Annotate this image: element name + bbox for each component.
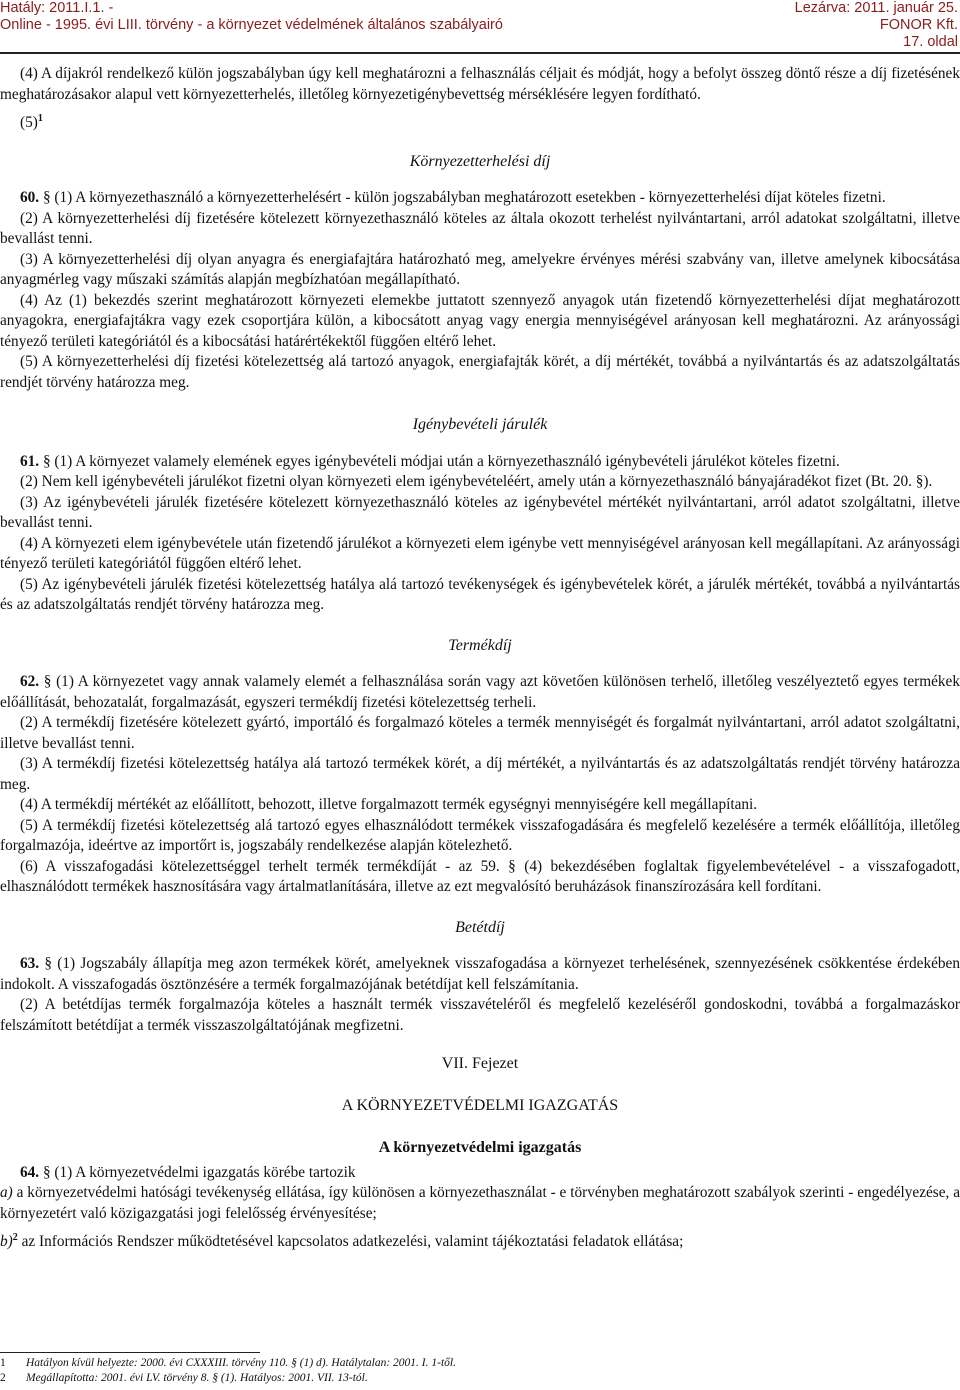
page-header-left xyxy=(0,0,503,34)
paragraph-text: § (1) A környezethasználó a környezetterhelésért - külön jogszabályban meghatározott esetekben - környezetterhelési díjat köteles fizetni. xyxy=(42,189,886,207)
footnote-number: 2 xyxy=(0,1372,6,1384)
paragraph: (3) A termékdíj fizetési kötelezettség hatálya alá tartozó termékek körét, a díj mértékét, a nyilvántartás és az adatszolgáltatás rendjét törvény határozza meg. xyxy=(0,755,960,793)
chapter-title: A KÖRNYEZETVÉDELMI IGAZGATÁS xyxy=(341,1096,619,1114)
closed-date: Lezárva: 2011. január 25. xyxy=(794,0,958,16)
paragraph: (5) Az igénybevételi járulék fizetési kötelezettség hatálya alá tartozó tevékenységek és igénybevételek körét, a járulék mértékét, továbbá a nyilvántartás és az adatszolgáltatás rendjét törvény határozza meg. xyxy=(0,575,960,614)
paragraph: (3) A környezetterhelési díj olyan anyagra és energiafajtára határozható meg, amelyekre érvényes mérési szabvány van, illetve amelynek kibocsátása anyagmérleg vagy műszaki számítás alapján megbízhatóan megállapítható. xyxy=(0,250,960,289)
document-body xyxy=(0,62,960,1253)
section-heading: Környezetterhelési díj xyxy=(409,152,551,170)
section-number: 61. xyxy=(20,452,40,470)
footnote-text: Megállapította: 2001. évi LV. törvény 8. § (1). Hatályos: 2001. VII. 13-tól. xyxy=(26,1372,368,1384)
section-60-paragraph-1 xyxy=(0,188,960,209)
page-header-right xyxy=(795,0,958,51)
page-number: 17. oldal xyxy=(903,34,958,50)
footnote-text: Hatályon kívül helyezte: 2000. évi CXXXIII. törvény 110. § (1) d). Hatálytalan: 2001. I. 1-től. xyxy=(26,1357,456,1369)
footnote xyxy=(0,1356,456,1370)
paragraph-repealed xyxy=(0,109,960,134)
paragraph-text: § (1) A környezetvédelmi igazgatás körébe tartozik xyxy=(42,1163,356,1181)
paragraph: (2) A termékdíj fizetésére kötelezett gyártó, importáló és forgalmazó köteles a termék mennyiségét és forgalmát nyilvántartani, arról adatot szolgáltatni, illetve bevallást tenni. xyxy=(0,714,960,752)
paragraph: (5) A környezetterhelési díj fizetési kötelezettség alá tartozó anyagok, energiafajták körét, a díj mértékét, továbbá a nyilvántartás és az adatszolgáltatás rendjét törvény határozza meg. xyxy=(0,353,960,391)
paragraph: (3) Az igénybevételi járulék fizetésére kötelezett környezethasználó köteles az igénybevétel mértékét nyilvántartani, arról adatot szolgáltatni, illetve bevallást tenni. xyxy=(0,493,960,532)
section-number: 60. xyxy=(20,189,40,207)
section-62-paragraph-1 xyxy=(0,672,960,713)
footnote-number: 1 xyxy=(0,1357,6,1369)
section-number: 62. xyxy=(20,673,40,691)
paragraph-text: § (1) A környezetet vagy annak valamely elemét a felhasználása során vagy azt követően különösen terhelő, illetőleg veszélyeztető egyes termékek előállítását, behozatalát, forgalmazását, egyszeri termékdíj fizetési kötelezettség terheli. xyxy=(0,673,960,711)
paragraph: (2) A betétdíjas termék forgalmazója köteles a használt termék visszavételéről és megfelelő kezeléséről gondoskodni, továbbá a forgalmazáskor felszámított betétdíjat a termék visszaszolgáltatójának megfizetni. xyxy=(0,996,960,1034)
list-item-label: b) xyxy=(0,1233,13,1251)
paragraph-label: (5) xyxy=(20,114,38,132)
list-item-label: a) xyxy=(0,1184,13,1202)
paragraph: (6) A visszafogadási kötelezettséggel terhelt termék termékdíját - az 59. § (4) bekezdésében foglaltak figyelembevételével - a visszafogadott, elhasználódott termékek hasznosítására vagy ártalmatlanítására, illetve az ezt megvalósító beruházások finanszírozására kell fordítani. xyxy=(0,857,960,896)
paragraph-text: § (1) A környezet valamely elemének egyes igénybevételi módjai után a környezethasználó igénybevételi járulékot köteles fizetni. xyxy=(42,452,840,470)
footnote-ref[interactable]: 1 xyxy=(37,113,43,124)
law-title: Online - 1995. évi LIII. törvény - a környezet védelmének általános szabályairó xyxy=(0,17,503,33)
header-divider xyxy=(0,52,960,54)
list-item-b xyxy=(0,1228,960,1253)
list-item-text: a környezetvédelmi hatósági tevékenység ellátása, így különösen a környezethasználat - e törvényben meghatározott szabályok szerinti - engedélyezése, a környezetért való közigazgatási jogi felelősség érvényesítése; xyxy=(0,1184,960,1222)
footnote-divider xyxy=(0,1352,260,1353)
effective-date: Hatály: 2011.I.1. - xyxy=(0,0,114,16)
paragraph: (4) Az (1) bekezdés szerint meghatározott környezeti elemekbe juttatott szennyező anyagok után fizetendő környezetterhelési díjat meghatározott anyagokra, energiafajtákra vagy ezek csoportjára külön, a kibocsátott anyag vagy energia mennyiségével arányosan kell meghatározni. Az arányossági tényező területi kategóriától és a kibocsátási határértékektől függően eltérő lehet. xyxy=(0,291,960,350)
paragraph-text: § (1) Jogszabály állapítja meg azon termékek körét, amelyeknek visszafogadása a környezet terhelésének, szennyezésének csökkentése érdekében indokolt. A visszafogadás ösztönzésére a termék forgalmazójának betétdíjat kell felszámítania. xyxy=(0,955,960,993)
paragraph: (5) A termékdíj fizetési kötelezettség alá tartozó egyes elhasználódott termékek visszafogadására és megfelelő kezelésére a termék előállítója, illetőleg forgalmazója, ideértve az importőrt is, jogszabály rendelkezése alapján kötelezhető. xyxy=(0,816,960,855)
section-heading: Igénybevételi járulék xyxy=(412,416,548,434)
paragraph: (4) A környezeti elem igénybevétele után fizetendő járulékot a környezeti elem igénybe vett mennyiségével arányosan kell megállapítani. Az arányossági tényező területi kategóriától függően eltérő lehet. xyxy=(0,534,960,573)
paragraph: (2) A környezetterhelési díj fizetésére kötelezett környezethasználó köteles az általa okozott terhelést nyilvántartani, arról adatokat szolgáltatni, illetve bevallást tenni. xyxy=(0,209,960,248)
section-heading: Termékdíj xyxy=(448,636,512,654)
section-number: 63. xyxy=(20,955,40,973)
paragraph: (4) A termékdíj mértékét az előállított, behozott, illetve forgalmazott termék egységnyi mennyiségére kell megállapítani. xyxy=(20,796,758,814)
list-item-a xyxy=(0,1183,960,1224)
section-61-paragraph-1 xyxy=(0,452,960,473)
section-number: 64. xyxy=(20,1163,40,1181)
footnote xyxy=(0,1371,368,1385)
section-63-paragraph-1 xyxy=(0,954,960,995)
paragraph: (2) Nem kell igénybevételi járulékot fizetni olyan környezeti elem igénybevételéért, amely után a környezethasználó bányajáradékot fizet (Bt. 20. §). xyxy=(20,473,933,491)
section-heading: Betétdíj xyxy=(455,918,505,936)
publisher: FONOR Kft. xyxy=(879,17,958,33)
chapter-number: VII. Fejezet xyxy=(441,1055,519,1073)
section-64-paragraph-1 xyxy=(0,1163,960,1184)
subchapter-title: A környezetvédelmi igazgatás xyxy=(378,1139,582,1157)
paragraph: (4) A díjakról rendelkező külön jogszabályban úgy kell meghatározni a felhasználás céljait és módját, hogy a befolyt összeg döntő része a díj fizetésének meghatározásakor alapul vett környezetterhelés, illetőleg környezetigénybevettség mérséklésére legyen fordítható. xyxy=(0,65,960,103)
footnote-ref[interactable]: 2 xyxy=(12,1232,18,1244)
list-item-text: az Információs Rendszer működtetésével kapcsolatos adatkezelési, valamint tájékoztatási feladatok ellátása; xyxy=(21,1233,684,1251)
